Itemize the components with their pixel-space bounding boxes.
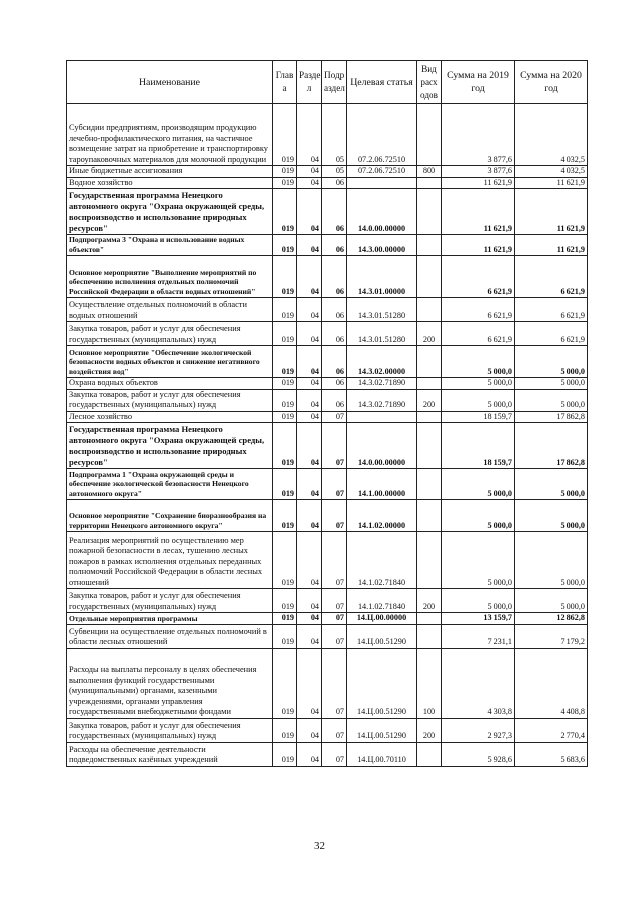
row-vid: 800 xyxy=(417,166,442,178)
row-razdel: 04 xyxy=(297,742,322,766)
row-target: 14.3.00.00000 xyxy=(347,235,417,256)
row-vid xyxy=(417,256,442,298)
table-row xyxy=(67,177,588,189)
row-podrazdel: 07 xyxy=(322,742,347,766)
row-sum-2020: 4 032,5 xyxy=(515,166,588,178)
row-name: Основное мероприятие "Сохранение биоразнообразия на территории Ненецкого автономного округа" xyxy=(67,500,273,532)
row-sum-2019: 2 927,3 xyxy=(442,718,515,742)
row-target: 07.2.06.72510 xyxy=(347,166,417,178)
row-razdel: 04 xyxy=(297,378,322,390)
row-vid: 100 xyxy=(417,648,442,718)
table-row xyxy=(67,742,588,766)
table-row xyxy=(67,346,588,378)
row-sum-2019: 6 621,9 xyxy=(442,256,515,298)
row-sum-2019: 5 000,0 xyxy=(442,378,515,390)
row-glava: 019 xyxy=(273,256,297,298)
row-podrazdel: 05 xyxy=(322,104,347,166)
row-glava: 019 xyxy=(273,742,297,766)
row-sum-2019: 13 159,7 xyxy=(442,613,515,625)
row-sum-2020: 11 621,9 xyxy=(515,189,588,235)
row-glava: 019 xyxy=(273,166,297,178)
row-sum-2020: 2 770,4 xyxy=(515,718,588,742)
table-row xyxy=(67,166,588,178)
row-name: Охрана водных объектов xyxy=(67,378,273,390)
row-razdel: 04 xyxy=(297,648,322,718)
row-podrazdel: 05 xyxy=(322,166,347,178)
row-sum-2019: 4 303,8 xyxy=(442,648,515,718)
row-podrazdel: 07 xyxy=(322,648,347,718)
table-row xyxy=(67,256,588,298)
table-row xyxy=(67,104,588,166)
row-razdel: 04 xyxy=(297,256,322,298)
row-name: Закупка товаров, работ и услуг для обеспечения государственных (муниципальных) нужд xyxy=(67,389,273,411)
header-glava: Глав а xyxy=(273,61,297,104)
row-sum-2020: 7 179,2 xyxy=(515,624,588,648)
row-name: Субвенции на осуществление отдельных полномочий в области лесных отношений xyxy=(67,624,273,648)
row-vid xyxy=(417,411,442,423)
page-number: 32 xyxy=(314,840,325,852)
row-glava: 019 xyxy=(273,411,297,423)
row-sum-2020: 11 621,9 xyxy=(515,177,588,189)
row-name: Осуществление отдельных полномочий в области водных отношений xyxy=(67,298,273,322)
row-razdel: 04 xyxy=(297,532,322,589)
row-sum-2020: 5 000,0 xyxy=(515,532,588,589)
row-podrazdel: 07 xyxy=(322,624,347,648)
row-sum-2019: 5 000,0 xyxy=(442,389,515,411)
row-name: Отдельные мероприятия программы xyxy=(67,613,273,625)
row-vid xyxy=(417,469,442,500)
header-sum-2019: Сумма на 2019 год xyxy=(442,61,515,104)
row-sum-2020: 6 621,9 xyxy=(515,322,588,346)
header-vid: Вид расх одов xyxy=(417,61,442,104)
row-razdel: 04 xyxy=(297,500,322,532)
row-target xyxy=(347,177,417,189)
row-target: 07.2.06.72510 xyxy=(347,104,417,166)
row-target: 14.Ц.00.70110 xyxy=(347,742,417,766)
table-row xyxy=(67,589,588,613)
row-razdel: 04 xyxy=(297,298,322,322)
row-glava: 019 xyxy=(273,346,297,378)
row-sum-2019: 5 000,0 xyxy=(442,346,515,378)
row-target: 14.3.01.00000 xyxy=(347,256,417,298)
row-glava: 019 xyxy=(273,389,297,411)
row-name: Подпрограмма 3 "Охрана и использование водных объектов" xyxy=(67,235,273,256)
table-row xyxy=(67,411,588,423)
row-name: Лесное хозяйство xyxy=(67,411,273,423)
row-sum-2020: 6 621,9 xyxy=(515,298,588,322)
table-header-row xyxy=(67,61,588,104)
row-podrazdel: 06 xyxy=(322,378,347,390)
row-target: 14.1.00.00000 xyxy=(347,469,417,500)
row-podrazdel: 06 xyxy=(322,346,347,378)
row-sum-2019: 18 159,7 xyxy=(442,423,515,469)
header-name: Наименование xyxy=(67,61,273,104)
row-vid xyxy=(417,235,442,256)
row-target: 14.Ц.00.51290 xyxy=(347,624,417,648)
row-podrazdel: 06 xyxy=(322,177,347,189)
row-razdel: 04 xyxy=(297,423,322,469)
row-glava: 019 xyxy=(273,322,297,346)
table-row xyxy=(67,189,588,235)
row-sum-2020: 5 000,0 xyxy=(515,500,588,532)
row-glava: 019 xyxy=(273,177,297,189)
row-name: Субсидии предприятиям, производящим продукцию лечебно-профилактического питания, на частичное возмещение затрат на приобретение и транспортировку тароупаковочных материалов для молочной продукции xyxy=(67,104,273,166)
row-razdel: 04 xyxy=(297,166,322,178)
row-sum-2020: 5 000,0 xyxy=(515,346,588,378)
row-razdel: 04 xyxy=(297,389,322,411)
budget-table xyxy=(66,60,588,767)
row-razdel: 04 xyxy=(297,322,322,346)
row-sum-2019: 6 621,9 xyxy=(442,298,515,322)
row-glava: 019 xyxy=(273,532,297,589)
header-podrazdel: Подр аздел xyxy=(322,61,347,104)
row-podrazdel: 07 xyxy=(322,411,347,423)
row-sum-2020: 17 862,8 xyxy=(515,423,588,469)
row-vid xyxy=(417,298,442,322)
row-target: 14.1.02.71840 xyxy=(347,589,417,613)
row-target: 14.1.02.00000 xyxy=(347,500,417,532)
row-razdel: 04 xyxy=(297,104,322,166)
row-podrazdel: 07 xyxy=(322,469,347,500)
row-glava: 019 xyxy=(273,235,297,256)
row-target: 14.3.01.51280 xyxy=(347,298,417,322)
row-sum-2019: 5 000,0 xyxy=(442,469,515,500)
row-glava: 019 xyxy=(273,469,297,500)
row-glava: 019 xyxy=(273,189,297,235)
row-vid xyxy=(417,532,442,589)
row-sum-2020: 4 032,5 xyxy=(515,104,588,166)
table-row xyxy=(67,532,588,589)
row-sum-2020: 5 000,0 xyxy=(515,389,588,411)
row-name: Основное мероприятие "Выполнение мероприятий по обеспечению исполнения отдельных полномочий Российской Федерации в области водных отношений" xyxy=(67,256,273,298)
header-target: Целевая статья xyxy=(347,61,417,104)
row-podrazdel: 06 xyxy=(322,235,347,256)
row-razdel: 04 xyxy=(297,589,322,613)
row-target: 14.0.00.00000 xyxy=(347,423,417,469)
row-name: Основное мероприятие "Обеспечение экологической безопасности водных объектов и снижение негативного воздействия вод" xyxy=(67,346,273,378)
row-glava: 019 xyxy=(273,613,297,625)
row-target: 14.Ц.00.51290 xyxy=(347,648,417,718)
row-sum-2020: 5 683,6 xyxy=(515,742,588,766)
row-podrazdel: 07 xyxy=(322,423,347,469)
row-glava: 019 xyxy=(273,298,297,322)
row-vid: 200 xyxy=(417,322,442,346)
row-podrazdel: 06 xyxy=(322,256,347,298)
row-sum-2019: 11 621,9 xyxy=(442,235,515,256)
row-sum-2020: 17 862,8 xyxy=(515,411,588,423)
row-podrazdel: 07 xyxy=(322,613,347,625)
row-target: 14.0.00.00000 xyxy=(347,189,417,235)
row-razdel: 04 xyxy=(297,718,322,742)
row-razdel: 04 xyxy=(297,346,322,378)
row-name: Закупка товаров, работ и услуг для обеспечения государственных (муниципальных) нужд xyxy=(67,589,273,613)
row-target xyxy=(347,411,417,423)
row-sum-2019: 5 000,0 xyxy=(442,500,515,532)
row-sum-2020: 5 000,0 xyxy=(515,469,588,500)
row-razdel: 04 xyxy=(297,189,322,235)
row-razdel: 04 xyxy=(297,469,322,500)
row-vid: 200 xyxy=(417,389,442,411)
row-name: Расходы на выплаты персоналу в целях обеспечения выполнения функций государственными (муниципальными) органами, казенными учреждениями, органами управления государственными внебюджетными фондами xyxy=(67,648,273,718)
row-sum-2020: 6 621,9 xyxy=(515,256,588,298)
row-vid xyxy=(417,613,442,625)
row-vid: 200 xyxy=(417,589,442,613)
table-row xyxy=(67,423,588,469)
row-name: Водное хозяйство xyxy=(67,177,273,189)
header-razdel: Разде л xyxy=(297,61,322,104)
row-glava: 019 xyxy=(273,500,297,532)
row-vid xyxy=(417,346,442,378)
row-name: Закупка товаров, работ и услуг для обеспечения государственных (муниципальных) нужд xyxy=(67,322,273,346)
row-razdel: 04 xyxy=(297,613,322,625)
row-target: 14.Ц.00.51290 xyxy=(347,718,417,742)
row-target: 14.1.02.71840 xyxy=(347,532,417,589)
table-row xyxy=(67,322,588,346)
table-row xyxy=(67,378,588,390)
row-name: Государственная программа Ненецкого автономного округа "Охрана окружающей среды, воспроизводство и использование природных ресурсов" xyxy=(67,189,273,235)
row-sum-2019: 11 621,9 xyxy=(442,189,515,235)
row-vid xyxy=(417,742,442,766)
row-target: 14.3.02.71890 xyxy=(347,378,417,390)
row-glava: 019 xyxy=(273,648,297,718)
row-sum-2019: 5 000,0 xyxy=(442,532,515,589)
row-vid xyxy=(417,378,442,390)
row-name: Подпрограмма 1 "Охрана окружающей среды и обеспечение экологической безопасности Ненецкого автономного округа" xyxy=(67,469,273,500)
row-vid xyxy=(417,624,442,648)
table-body xyxy=(67,104,588,767)
row-name: Государственная программа Ненецкого автономного округа "Охрана окружающей среды, воспроизводство и использование природных ресурсов" xyxy=(67,423,273,469)
table-row xyxy=(67,389,588,411)
row-razdel: 04 xyxy=(297,177,322,189)
row-podrazdel: 06 xyxy=(322,189,347,235)
table-row xyxy=(67,235,588,256)
row-sum-2020: 12 862,8 xyxy=(515,613,588,625)
table-row xyxy=(67,500,588,532)
row-glava: 019 xyxy=(273,589,297,613)
row-vid xyxy=(417,177,442,189)
table-row xyxy=(67,613,588,625)
row-podrazdel: 07 xyxy=(322,500,347,532)
row-sum-2019: 3 877,6 xyxy=(442,166,515,178)
row-podrazdel: 07 xyxy=(322,718,347,742)
row-sum-2019: 7 231,1 xyxy=(442,624,515,648)
header-sum-2020: Сумма на 2020 год xyxy=(515,61,588,104)
row-target: 14.3.01.51280 xyxy=(347,322,417,346)
row-target: 14.Ц.00.00000 xyxy=(347,613,417,625)
row-target: 14.3.02.71890 xyxy=(347,389,417,411)
row-glava: 019 xyxy=(273,624,297,648)
row-vid xyxy=(417,423,442,469)
row-sum-2019: 3 877,6 xyxy=(442,104,515,166)
row-name: Закупка товаров, работ и услуг для обеспечения государственных (муниципальных) нужд xyxy=(67,718,273,742)
row-glava: 019 xyxy=(273,718,297,742)
row-sum-2019: 5 928,6 xyxy=(442,742,515,766)
row-vid xyxy=(417,500,442,532)
row-podrazdel: 07 xyxy=(322,532,347,589)
table-row xyxy=(67,718,588,742)
table-row xyxy=(67,469,588,500)
row-razdel: 04 xyxy=(297,411,322,423)
row-glava: 019 xyxy=(273,423,297,469)
row-vid xyxy=(417,104,442,166)
row-podrazdel: 06 xyxy=(322,389,347,411)
row-name: Расходы на обеспечение деятельности подведомственных казённых учреждений xyxy=(67,742,273,766)
row-sum-2019: 18 159,7 xyxy=(442,411,515,423)
row-sum-2020: 11 621,9 xyxy=(515,235,588,256)
table-row xyxy=(67,298,588,322)
row-razdel: 04 xyxy=(297,235,322,256)
row-sum-2020: 4 408,8 xyxy=(515,648,588,718)
table-row xyxy=(67,648,588,718)
row-sum-2019: 5 000,0 xyxy=(442,589,515,613)
row-podrazdel: 07 xyxy=(322,589,347,613)
row-glava: 019 xyxy=(273,378,297,390)
row-sum-2020: 5 000,0 xyxy=(515,589,588,613)
table-row xyxy=(67,624,588,648)
row-name: Иные бюджетные ассигнования xyxy=(67,166,273,178)
row-razdel: 04 xyxy=(297,624,322,648)
row-podrazdel: 06 xyxy=(322,322,347,346)
row-vid: 200 xyxy=(417,718,442,742)
row-podrazdel: 06 xyxy=(322,298,347,322)
row-target: 14.3.02.00000 xyxy=(347,346,417,378)
row-vid xyxy=(417,189,442,235)
row-name: Реализация мероприятий по осуществлению мер пожарной безопасности в лесах, тушению лесных пожаров в рамках исполнения отдельных переданных полномочий Российской Федерации в области лесных отношений xyxy=(67,532,273,589)
row-sum-2019: 11 621,9 xyxy=(442,177,515,189)
row-sum-2020: 5 000,0 xyxy=(515,378,588,390)
row-glava: 019 xyxy=(273,104,297,166)
row-sum-2019: 6 621,9 xyxy=(442,322,515,346)
